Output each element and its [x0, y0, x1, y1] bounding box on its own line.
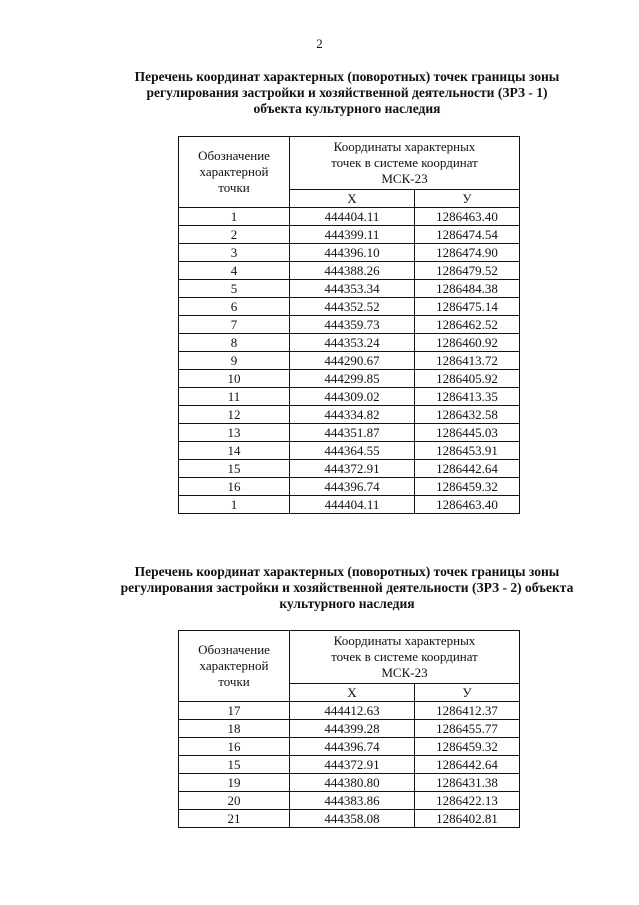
table-row: [179, 406, 520, 424]
y-coordinate-cell: 1286413.35: [415, 388, 520, 406]
section2-coordinates-table: [178, 630, 520, 828]
x-coordinate-cell: 444290.67: [290, 352, 415, 370]
table-row: [179, 442, 520, 460]
section1-table-body: [179, 208, 520, 514]
x-coordinate-cell: 444334.82: [290, 406, 415, 424]
header-point-line: Обозначение: [198, 148, 270, 163]
point-number-cell: 18: [179, 720, 290, 738]
point-number-cell: 3: [179, 244, 290, 262]
header-coords-line: Координаты характерных: [333, 139, 476, 154]
header-y: У: [415, 684, 520, 702]
x-coordinate-cell: 444353.24: [290, 334, 415, 352]
header-y: У: [415, 190, 520, 208]
x-coordinate-cell: 444309.02: [290, 388, 415, 406]
header-point-line: характерной: [199, 658, 269, 673]
y-coordinate-cell: 1286442.64: [415, 460, 520, 478]
point-number-cell: 16: [179, 478, 290, 496]
point-number-cell: 7: [179, 316, 290, 334]
x-coordinate-cell: 444364.55: [290, 442, 415, 460]
table-row: [179, 226, 520, 244]
table-row: [179, 388, 520, 406]
x-coordinate-cell: 444358.08: [290, 810, 415, 828]
x-coordinate-cell: 444372.91: [290, 460, 415, 478]
table-row: [179, 424, 520, 442]
x-coordinate-cell: 444404.11: [290, 208, 415, 226]
table-row: [179, 810, 520, 828]
table-row: [179, 316, 520, 334]
y-coordinate-cell: 1286479.52: [415, 262, 520, 280]
x-coordinate-cell: 444352.52: [290, 298, 415, 316]
section2-title: [82, 564, 612, 612]
header-coords-line: точек в системе координат: [331, 649, 478, 664]
header-x: Х: [290, 684, 415, 702]
y-coordinate-cell: 1286405.92: [415, 370, 520, 388]
y-coordinate-cell: 1286460.92: [415, 334, 520, 352]
header-coordinates: [290, 137, 520, 190]
section1-title-line: объекта культурного наследия: [253, 101, 441, 116]
point-number-cell: 5: [179, 280, 290, 298]
header-coords-line: Координаты характерных: [333, 633, 476, 648]
y-coordinate-cell: 1286413.72: [415, 352, 520, 370]
point-number-cell: 19: [179, 774, 290, 792]
point-number-cell: 2: [179, 226, 290, 244]
table-row: [179, 720, 520, 738]
x-coordinate-cell: 444383.86: [290, 792, 415, 810]
x-coordinate-cell: 444353.34: [290, 280, 415, 298]
table-row: [179, 792, 520, 810]
y-coordinate-cell: 1286455.77: [415, 720, 520, 738]
point-number-cell: 21: [179, 810, 290, 828]
point-number-cell: 15: [179, 756, 290, 774]
y-coordinate-cell: 1286453.91: [415, 442, 520, 460]
section1-coordinates-table: [178, 136, 520, 514]
header-coords-line: МСК-23: [381, 665, 428, 680]
header-point-designation: [179, 631, 290, 702]
y-coordinate-cell: 1286431.38: [415, 774, 520, 792]
header-point-line: характерной: [199, 164, 269, 179]
point-number-cell: 6: [179, 298, 290, 316]
header-point-line: Обозначение: [198, 642, 270, 657]
table-row: [179, 460, 520, 478]
y-coordinate-cell: 1286442.64: [415, 756, 520, 774]
table-row: [179, 298, 520, 316]
point-number-cell: 1: [179, 208, 290, 226]
x-coordinate-cell: 444396.10: [290, 244, 415, 262]
y-coordinate-cell: 1286459.32: [415, 738, 520, 756]
point-number-cell: 13: [179, 424, 290, 442]
y-coordinate-cell: 1286474.54: [415, 226, 520, 244]
y-coordinate-cell: 1286445.03: [415, 424, 520, 442]
table-row: [179, 478, 520, 496]
point-number-cell: 10: [179, 370, 290, 388]
y-coordinate-cell: 1286475.14: [415, 298, 520, 316]
x-coordinate-cell: 444399.28: [290, 720, 415, 738]
x-coordinate-cell: 444372.91: [290, 756, 415, 774]
x-coordinate-cell: 444412.63: [290, 702, 415, 720]
header-coords-line: МСК-23: [381, 171, 428, 186]
table-row: [179, 352, 520, 370]
y-coordinate-cell: 1286422.13: [415, 792, 520, 810]
section1-title: [102, 69, 592, 117]
page-number: 2: [316, 36, 323, 51]
table-row: [179, 280, 520, 298]
y-coordinate-cell: 1286412.37: [415, 702, 520, 720]
header-point-designation: [179, 137, 290, 208]
point-number-cell: 1: [179, 496, 290, 514]
x-coordinate-cell: 444388.26: [290, 262, 415, 280]
section2-title-line: Перечень координат характерных (поворотных) точек границы зоны: [134, 564, 560, 579]
point-number-cell: 12: [179, 406, 290, 424]
y-coordinate-cell: 1286463.40: [415, 496, 520, 514]
y-coordinate-cell: 1286459.32: [415, 478, 520, 496]
x-coordinate-cell: 444351.87: [290, 424, 415, 442]
point-number-cell: 16: [179, 738, 290, 756]
section1-title-line: Перечень координат характерных (поворотных) точек границы зоны: [134, 69, 560, 84]
x-coordinate-cell: 444396.74: [290, 738, 415, 756]
y-coordinate-cell: 1286432.58: [415, 406, 520, 424]
table-row: [179, 262, 520, 280]
point-number-cell: 17: [179, 702, 290, 720]
table-row: [179, 702, 520, 720]
header-point-line: точки: [218, 180, 250, 195]
y-coordinate-cell: 1286402.81: [415, 810, 520, 828]
point-number-cell: 9: [179, 352, 290, 370]
point-number-cell: 14: [179, 442, 290, 460]
header-x: Х: [290, 190, 415, 208]
table-row: [179, 738, 520, 756]
section1-title-line: регулирования застройки и хозяйственной деятельности (ЗРЗ - 1): [146, 85, 548, 100]
y-coordinate-cell: 1286462.52: [415, 316, 520, 334]
point-number-cell: 11: [179, 388, 290, 406]
header-coordinates: [290, 631, 520, 684]
table-row: [179, 208, 520, 226]
point-number-cell: 15: [179, 460, 290, 478]
header-coords-line: точек в системе координат: [331, 155, 478, 170]
y-coordinate-cell: 1286463.40: [415, 208, 520, 226]
x-coordinate-cell: 444404.11: [290, 496, 415, 514]
x-coordinate-cell: 444399.11: [290, 226, 415, 244]
y-coordinate-cell: 1286474.90: [415, 244, 520, 262]
header-point-line: точки: [218, 674, 250, 689]
x-coordinate-cell: 444380.80: [290, 774, 415, 792]
table-row: [179, 496, 520, 514]
table-row: [179, 774, 520, 792]
point-number-cell: 8: [179, 334, 290, 352]
section2-title-line: регулирования застройки и хозяйственной деятельности (ЗРЗ - 2) объекта: [120, 580, 574, 595]
y-coordinate-cell: 1286484.38: [415, 280, 520, 298]
table-row: [179, 756, 520, 774]
section2-table-body: [179, 702, 520, 828]
x-coordinate-cell: 444396.74: [290, 478, 415, 496]
point-number-cell: 20: [179, 792, 290, 810]
table-row: [179, 334, 520, 352]
x-coordinate-cell: 444359.73: [290, 316, 415, 334]
x-coordinate-cell: 444299.85: [290, 370, 415, 388]
section2-title-line: культурного наследия: [279, 596, 415, 611]
table-row: [179, 370, 520, 388]
table-row: [179, 244, 520, 262]
point-number-cell: 4: [179, 262, 290, 280]
